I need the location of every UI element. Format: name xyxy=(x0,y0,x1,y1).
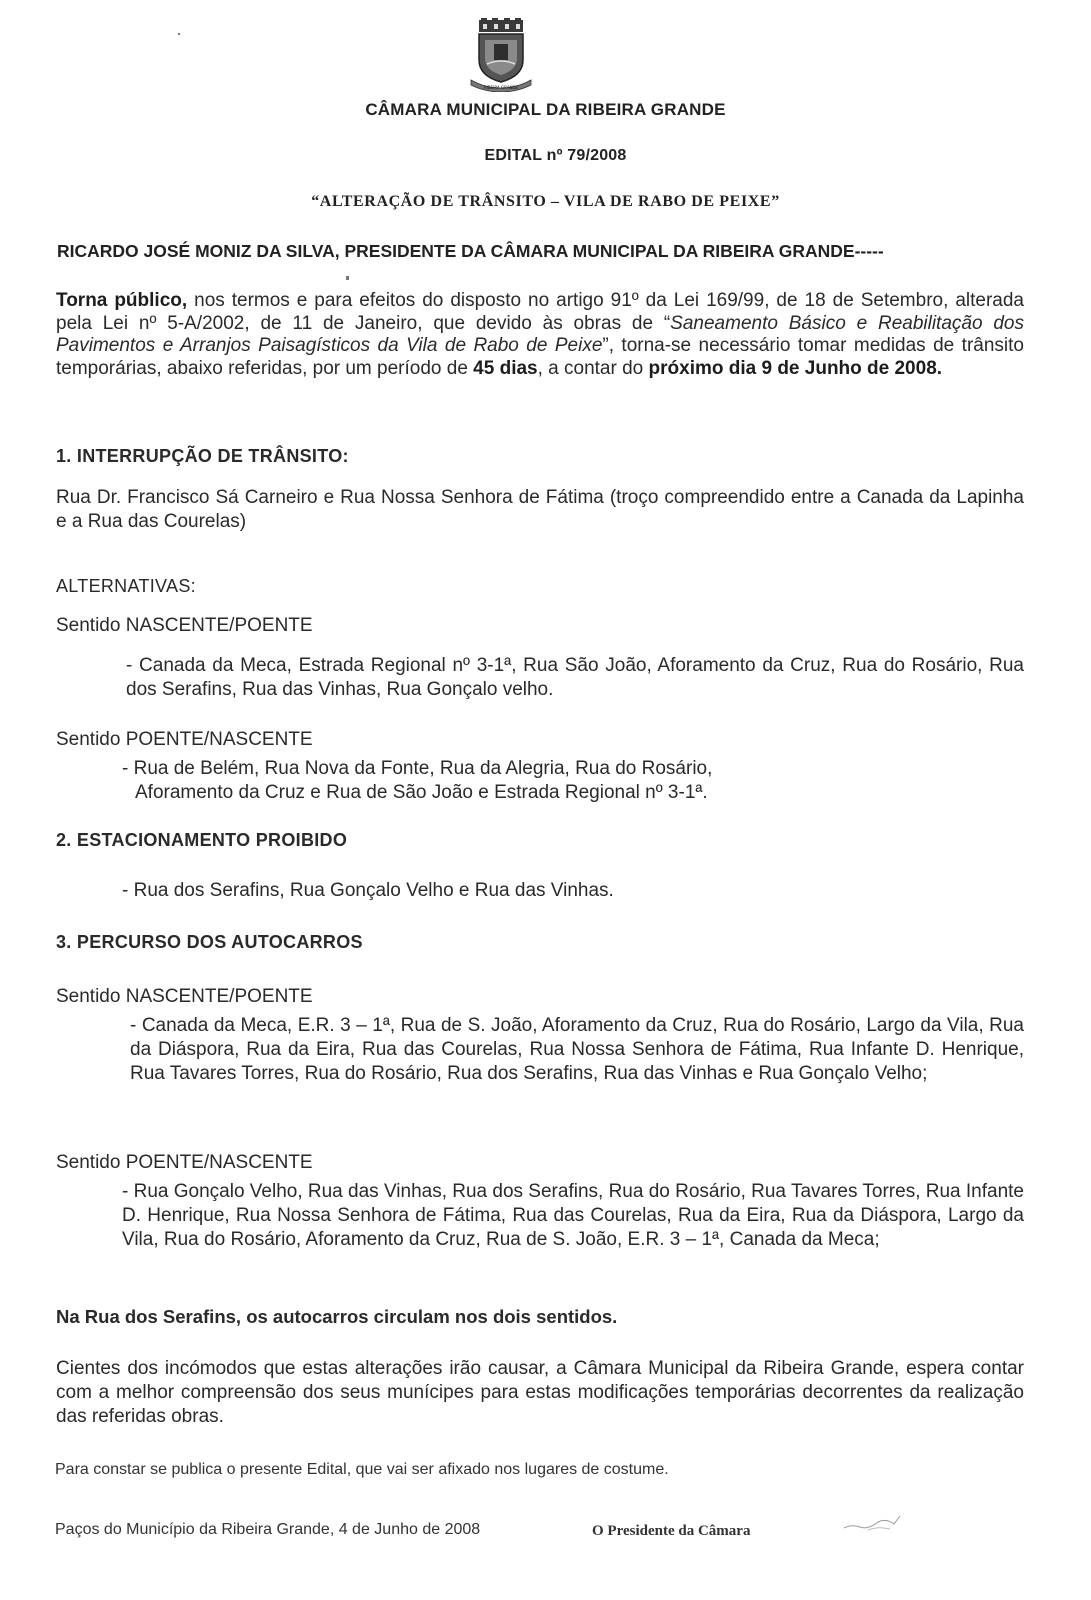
president-line: RICARDO JOSÉ MONIZ DA SILVA, PRESIDENTE DA CÂMARA MUNICIPAL DA RIBEIRA GRANDE----- xyxy=(57,241,884,261)
section-3-direction-2-text: - Rua Gonçalo Velho, Rua das Vinhas, Rua dos Serafins, Rua do Rosário, Rua Tavares Torres, Rua Infante D. Henrique, Rua Nossa Senhora de Fátima, Rua das Courelas, Rua da Eira, Rua da Diáspora, Largo da Vila, Rua do Rosário, Aforamento da Cruz, Rua de S. João, E.R. 3 – 1ª, Canada da Meca; xyxy=(122,1181,1024,1250)
intro-works-title: Saneamento Básico e Reabilitação dos Pavimentos e Arranjos Paisagísticos da Vila de Rabo de Peixe xyxy=(56,312,1024,356)
alternatives-title: ALTERNATIVAS: xyxy=(56,576,196,596)
scan-speck xyxy=(178,33,180,35)
intro-lead: Torna público, xyxy=(56,290,188,311)
intro-start-date: próximo dia 9 de Junho de 2008 xyxy=(648,357,937,379)
intro-text-2: ”, torna-se necessário tomar medidas de trânsito temporárias, abaixo referidas, por um período de xyxy=(56,335,1024,379)
intro-paragraph xyxy=(56,290,1024,380)
alternatives-direction-1-text: - Canada da Meca, Estrada Regional nº 3-1ª, Rua São João, Aforamento da Cruz, Rua do Rosário, Rua dos Serafins, Rua das Vinhas, Rua Gonçalo velho. xyxy=(126,655,1024,700)
section-2-text: - Rua dos Serafins, Rua Gonçalo Velho e Rua das Vinhas. xyxy=(122,880,614,901)
section-3-direction-1-label: Sentido NASCENTE/POENTE xyxy=(56,986,313,1007)
crest-scroll-text: RIBEIRA GRANDE xyxy=(483,85,519,90)
institution-title: CÂMARA MUNICIPAL DA RIBEIRA GRANDE xyxy=(365,100,726,119)
section-3-direction-1-text: - Canada da Meca, E.R. 3 – 1ª, Rua de S. João, Aforamento da Cruz, Rua do Rosário, Largo da Vila, Rua da Diáspora, Rua da Eira, Rua das Courelas, Rua Nossa Senhora de Fátima, Rua Infante D. Henrique, Rua Tavares Torres, Rua do Rosário, Rua dos Serafins, Rua das Vinhas e Rua Gonçalo Velho; xyxy=(130,1015,1024,1084)
municipal-crest-logo xyxy=(467,18,535,92)
section-1-text: Rua Dr. Francisco Sá Carneiro e Rua Nossa Senhora de Fátima (troço compreendido entre a Canada da Lapinha e a Rua das Courelas) xyxy=(56,487,1024,532)
section-3-title: 3. PERCURSO DOS AUTOCARROS xyxy=(56,932,363,952)
section-2-title: 2. ESTACIONAMENTO PROIBIDO xyxy=(56,830,348,850)
edital-number: EDITAL nº 79/2008 xyxy=(484,147,627,164)
intro-end: . xyxy=(936,357,943,379)
alternatives-direction-2-label: Sentido POENTE/NASCENTE xyxy=(56,729,313,750)
alternatives-direction-2-line-1: - Rua de Belém, Rua Nova da Fonte, Rua da Alegria, Rua do Rosário, xyxy=(122,758,713,779)
alternatives-direction-2-line-2: Aforamento da Cruz e Rua de São João e Estrada Regional nº 3-1ª. xyxy=(135,782,708,803)
intro-text-1: nos termos e para efeitos do disposto no artigo 91º da Lei 169/99, de 18 de Setembro, alterada pela Lei nº 5-A/2002, de 11 de Janeiro, que devido às obras de “ xyxy=(56,290,1024,334)
handwritten-signature xyxy=(838,1510,910,1536)
section-3-direction-2-label: Sentido POENTE/NASCENTE xyxy=(56,1152,313,1173)
intro-period: 45 dias xyxy=(473,357,538,379)
publication-notice: Para constar se publica o presente Edital, que vai ser afixado nos lugares de costume. xyxy=(55,1461,669,1478)
closing-paragraph: Cientes dos incómodos que estas alterações irão causar, a Câmara Municipal da Ribeira Grande, espera contar com a melhor compreensão dos seus munícipes para estas modificações temporárias decorrentes da realização das referidas obras. xyxy=(56,1358,1024,1427)
bus-note: Na Rua dos Serafins, os autocarros circulam nos dois sentidos. xyxy=(56,1306,618,1327)
place-and-date: Paços do Município da Ribeira Grande, 4 de Junho de 2008 xyxy=(55,1521,481,1538)
scan-speck xyxy=(346,276,349,280)
edital-subtitle: “ALTERAÇÃO DE TRÂNSITO – VILA DE RABO DE PEIXE” xyxy=(311,193,780,210)
signature-title: O Presidente da Câmara xyxy=(592,1523,751,1539)
alternatives-direction-1-label: Sentido NASCENTE/POENTE xyxy=(56,615,313,636)
section-1-title: 1. INTERRUPÇÃO DE TRÂNSITO: xyxy=(56,446,349,466)
intro-text-3: , a contar do xyxy=(537,357,649,379)
